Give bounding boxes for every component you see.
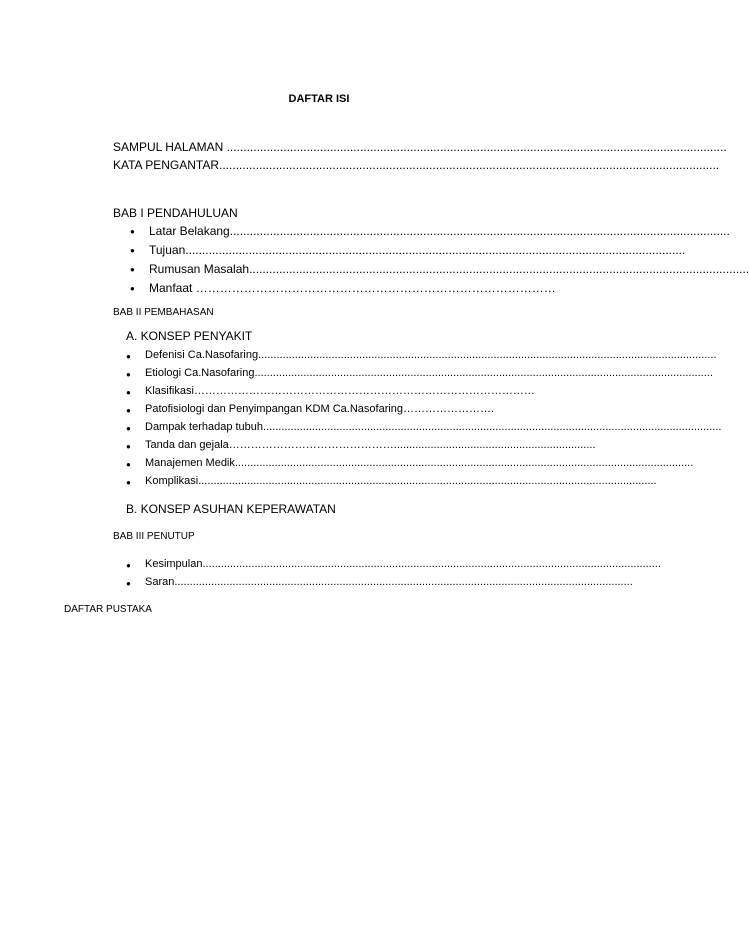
toc-entry-tanda-gejala <box>145 439 596 451</box>
toc-entry-etiologi <box>145 367 713 379</box>
toc-leader: ...................................................................................................................................................... <box>198 475 657 487</box>
toc-leader: ……………………. <box>403 403 495 415</box>
toc-leader: ……………………………………………………………………………… <box>192 281 556 295</box>
toc-entry-manfaat <box>149 281 556 295</box>
toc-entry-kesimpulan <box>145 558 661 570</box>
bullet-icon: ● <box>126 424 131 433</box>
bullet-icon: ● <box>130 246 135 255</box>
toc-entry-rumusan-masalah <box>149 262 749 276</box>
bullet-icon: ● <box>126 388 131 397</box>
bullet-icon: ● <box>130 265 135 274</box>
toc-leader: ...................................................................................................................................................... <box>263 421 722 433</box>
toc-label: Defenisi Ca.Nasofaring <box>145 349 259 361</box>
toc-entry-komplikasi <box>145 475 657 487</box>
bullet-icon: ● <box>126 478 131 487</box>
toc-entry-tujuan <box>149 243 686 257</box>
toc-leader: ...................................................................................................................................................... <box>223 140 727 154</box>
toc-label: SAMPUL HALAMAN <box>113 140 224 154</box>
toc-label: Klasifikasi <box>145 385 194 397</box>
toc-label: KATA PENGANTAR <box>113 158 220 172</box>
toc-label: Rumusan Masalah <box>149 262 250 276</box>
toc-entry-manajemen-medik <box>145 457 694 469</box>
bab3-heading: BAB III PENUTUP <box>113 531 195 542</box>
toc-label: Komplikasi <box>145 475 199 487</box>
bab1-heading: BAB I PENDAHULUAN <box>113 206 238 220</box>
toc-entry-kata-pengantar <box>113 158 720 172</box>
toc-leader: ………………………………………………………………………………… <box>193 385 535 397</box>
toc-entry-latar-belakang <box>149 224 730 238</box>
bullet-icon: ● <box>126 442 131 451</box>
toc-label: Manajemen Medik <box>145 457 235 469</box>
toc-label: Patofisiologi dan Penyimpangan KDM Ca.Nasofaring <box>145 403 404 415</box>
toc-leader: ...................................................................................................................................................... <box>249 262 749 276</box>
toc-leader: ...................................................................................................................................................... <box>174 576 633 588</box>
toc-entry-klasifikasi <box>145 385 549 397</box>
daftar-pustaka-heading: DAFTAR PUSTAKA <box>64 604 152 615</box>
section-a-heading: A. KONSEP PENYAKIT <box>126 329 253 343</box>
toc-leader: ...................................................................................................................................................... <box>219 158 720 172</box>
bab2-heading: BAB II PEMBAHASAN <box>113 307 214 318</box>
toc-leader: ……………………………………….................................................................. <box>228 439 596 451</box>
bullet-icon: ● <box>126 406 131 415</box>
toc-leader: ...................................................................................................................................................... <box>229 224 730 238</box>
toc-label: Tujuan <box>149 243 186 257</box>
toc-label: Kesimpulan <box>145 558 203 570</box>
bullet-icon: ● <box>126 370 131 379</box>
toc-leader: ...................................................................................................................................................... <box>234 457 694 469</box>
toc-leader: ...................................................................................................................................................... <box>258 349 717 361</box>
bullet-icon: ● <box>130 227 135 236</box>
toc-entry-patofisiologi <box>145 403 555 415</box>
bullet-icon: ● <box>126 561 131 570</box>
toc-label: Manfaat <box>149 281 193 295</box>
toc-entry-dampak <box>145 421 722 433</box>
bullet-icon: ● <box>130 284 135 293</box>
bullet-icon: ● <box>126 352 131 361</box>
toc-leader: ...................................................................................................................................................... <box>202 558 661 570</box>
section-b-heading: B. KONSEP ASUHAN KEPERAWATAN <box>126 502 336 516</box>
bullet-icon: ● <box>126 579 131 588</box>
toc-entry-sampul <box>113 140 727 154</box>
toc-label: Dampak terhadap tubuh <box>145 421 264 433</box>
toc-label: Etiologi Ca.Nasofaring <box>145 367 255 379</box>
toc-label: Tanda dan gejala <box>145 439 229 451</box>
toc-label: Saran <box>145 576 175 588</box>
toc-leader: ...................................................................................................................................................... <box>254 367 713 379</box>
bullet-icon: ● <box>126 460 131 469</box>
toc-entry-saran <box>145 576 633 588</box>
toc-label: Latar Belakang <box>149 224 230 238</box>
toc-leader: ...................................................................................................................................................... <box>185 243 686 257</box>
toc-entry-defenisi <box>145 349 717 361</box>
page-title: DAFTAR ISI <box>288 93 350 105</box>
